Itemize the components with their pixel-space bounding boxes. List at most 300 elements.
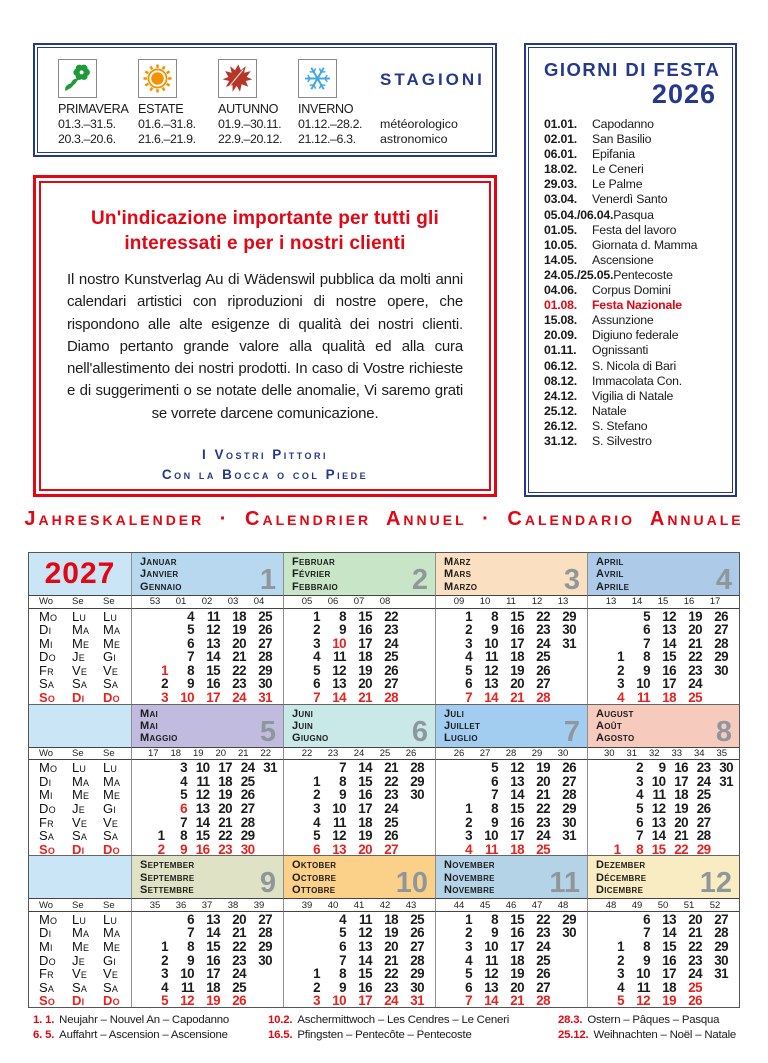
date-cell: 11 [359,911,372,927]
date-cell: 28 [410,760,424,776]
date-cell: 12 [332,662,346,678]
weekday-cell [29,912,131,926]
week-numbers-cell [131,595,283,609]
date-cell: 24 [536,635,550,651]
date-cell: 28 [410,952,424,968]
season-date-meteorological: 01.9.–30.11. [218,117,282,131]
date-cell: 2 [313,787,320,803]
month-dates-cell [435,690,587,704]
holiday-date: 06.01. [544,147,577,162]
date-cell: 27 [536,979,550,995]
weekday-cell [29,622,131,636]
month-dates-cell [587,622,739,636]
holiday-date: 20.09. [544,328,577,343]
footnote-text: Weihnachten – Noël – Natale [593,1029,737,1041]
holiday-date: 31.12. [544,433,577,448]
weekday-label: Ve [72,662,88,678]
date-cell: 17 [510,939,524,954]
weekday-label: Ve [72,966,88,982]
date-cell: 14 [206,649,220,665]
date-cell: 21 [688,635,702,651]
month-dates-cell [587,774,739,788]
weekday-label: Lu [72,911,87,927]
weekday-label: Mi [39,787,53,803]
weekday-label: Ve [103,662,119,678]
date-cell: 4 [465,841,472,857]
date-cell: 7 [636,828,643,844]
date-cell: 12 [332,828,346,844]
date-cell: 20 [688,622,702,638]
weekday-label: So [39,841,56,857]
holidays-title: GIORNI DI FESTA [544,59,721,80]
weekday-cell [29,787,131,801]
date-cell: 17 [662,966,676,982]
date-cell: 22 [232,939,246,954]
date-cell: 19 [384,925,398,941]
date-cell: 21 [384,760,398,776]
date-cell: 21 [232,925,246,941]
date-cell: 16 [358,979,372,995]
year-text: 2027 [44,557,116,590]
date-cell: 5 [465,966,472,982]
date-cell: 21 [510,993,524,1009]
month-name-de: Mai [140,707,159,720]
weekday-label: Je [72,800,85,816]
date-cell: 3 [180,760,187,776]
date-cell: 15 [510,911,524,927]
weekday-cell [29,939,131,953]
holiday-date: 03.04. [544,192,577,207]
date-cell: 29 [562,608,576,624]
date-cell: 7 [187,925,194,941]
date-cell: 27 [714,911,728,927]
date-cell: 4 [617,690,624,706]
month-dates-cell [587,842,739,856]
week-number: 07 [353,596,365,608]
weekday-label: Ve [103,966,119,982]
week-number: 41 [353,899,365,911]
weekday-cell [29,828,131,842]
weekday-label: Sa [39,979,55,995]
date-cell: 31 [263,760,277,776]
month-dates-cell [587,690,739,704]
date-cell: 30 [714,662,728,678]
month-dates-cell [283,690,435,704]
month-name-de: September [140,859,195,872]
weekday-label: Di [39,622,52,638]
date-cell: 10 [636,966,650,982]
date-cell: 8 [643,649,650,665]
date-cell: 5 [313,828,320,844]
weekday-label: Me [72,939,90,954]
month-number: 10 [395,867,428,899]
date-cell: 13 [510,773,524,789]
month-number: 1 [259,564,276,595]
date-cell: 14 [195,814,210,830]
month-name-it: Giugno [292,732,329,745]
holiday-item [544,117,724,132]
date-cell: 17 [510,828,524,844]
date-cell: 17 [662,676,676,692]
month-dates-cell [131,993,283,1007]
month-name-de: Dezember [596,859,646,872]
month-dates-cell [435,980,587,994]
date-cell: 7 [339,760,346,776]
date-cell: 13 [484,676,498,692]
month-number: 8 [715,715,732,747]
month-name-it: Ottobre [292,883,336,896]
holiday-name: Le Palme [592,177,643,192]
letter-signature [41,445,489,485]
month-dates-cell [587,953,739,967]
date-cell: 13 [332,676,346,692]
week-numbers-cell [587,595,739,609]
holiday-name: S. Silvestro [592,433,652,448]
date-cell: 3 [617,676,624,692]
date-cell: 28 [562,787,576,803]
date-cell: 6 [313,841,320,857]
date-cell: 7 [465,993,472,1009]
date-cell: 26 [384,828,398,844]
date-cell: 19 [510,662,524,678]
month-dates-cell [131,966,283,980]
date-cell: 31 [714,966,728,982]
month-dates-cell [435,842,587,856]
date-cell: 12 [195,787,210,803]
footnote-text: Pfingsten – Pentecôte – Pentecoste [297,1029,472,1041]
date-cell: 10 [332,635,346,651]
date-cell: 13 [662,622,676,638]
legend-meteorological: météorologico [380,117,458,131]
letter-signature-line1: I Vostri Pittori [201,447,329,463]
date-cell: 12 [662,608,676,624]
date-cell: 3 [161,966,168,982]
holiday-item [544,328,724,343]
date-cell: 19 [536,760,550,776]
season-date-astronomical: 20.3.–20.6. [58,131,116,146]
date-cell: 2 [465,925,472,941]
month-dates-cell [131,690,283,704]
holiday-date: 01.08. [544,298,577,313]
date-cell: 29 [410,966,424,982]
date-cell: 20 [510,676,524,692]
date-cell: 11 [181,979,194,995]
date-cell: 20 [536,773,550,789]
date-cell: 17 [358,993,372,1009]
weekday-label: Ma [103,622,121,638]
month-dates-cell [283,953,435,967]
week-number: 21 [237,747,249,759]
date-cell: 8 [180,828,187,844]
seasons-title: STAGIONI [380,70,485,89]
date-cell: 22 [384,608,398,624]
month-dates-cell [587,760,739,774]
month-name-fr: Janvier [140,568,179,581]
date-cell: 23 [232,676,246,692]
date-cell: 26 [410,925,424,941]
weekday-cell [29,676,131,690]
month-number: 2 [411,564,428,595]
date-cell: 1 [465,800,472,816]
weekday-label: Ma [72,925,90,941]
date-cell: 23 [536,622,550,638]
month-dates-cell [587,966,739,980]
week-header-label: Se [72,596,84,608]
date-cell: 1 [161,662,168,678]
week-number: 26 [405,747,417,759]
date-cell: 1 [465,911,472,927]
date-cell: 19 [510,966,524,982]
month-header [283,553,435,595]
week-number: 35 [149,899,161,911]
season-date-meteorological: 01.6.–31.8. [138,117,196,131]
week-numbers-cell [283,747,435,761]
month-dates-cell [283,774,435,788]
week-number: 17 [709,596,721,608]
date-cell: 24 [536,939,550,954]
month-names [140,556,277,593]
date-cell: 30 [258,952,272,968]
holiday-item [544,208,724,223]
weekday-cell [29,663,131,677]
date-cell: 12 [206,622,220,638]
week-numbers-cell [435,747,587,761]
date-cell: 10 [180,966,194,982]
date-cell: 11 [485,952,498,968]
weekday-label: Me [103,635,121,651]
week-number: 33 [671,747,683,759]
week-number: 47 [531,899,543,911]
date-cell: 5 [617,993,624,1009]
week-number: 01 [175,596,187,608]
date-cell: 14 [332,690,346,706]
weekday-label: Ve [103,814,119,830]
month-header [587,553,739,595]
weekday-label: Mo [39,760,58,776]
month-dates-cell [131,925,283,939]
weekday-label: Fr [39,814,54,830]
date-cell: 25 [384,814,398,830]
date-cell: 29 [562,800,576,816]
month-dates-cell [131,912,283,926]
month-dates-cell [131,609,283,623]
weekday-label: Sa [39,676,55,692]
week-number: 51 [683,899,695,911]
date-cell: 27 [410,939,424,954]
date-cell: 6 [180,800,187,816]
date-cell: 24 [384,800,398,816]
date-cell: 20 [232,635,246,651]
holiday-name: Immacolata Con. [592,373,682,388]
holiday-date: 10.05. [544,237,577,252]
month-names [444,708,581,745]
letter-title [41,206,489,256]
date-cell: 5 [180,787,187,803]
holiday-name: Assunzione [592,313,654,328]
holiday-name: Venerdì Santo [592,192,668,207]
date-cell: 7 [643,635,650,651]
month-names [140,859,277,899]
month-name-it: Febbraio [292,580,339,593]
date-cell: 12 [484,966,498,982]
week-numbers-cell [435,595,587,609]
month-dates-cell [435,993,587,1007]
week-numbers-cell [435,898,587,912]
date-cell: 1 [313,966,320,982]
date-cell: 2 [636,760,643,776]
date-cell: 14 [651,828,666,844]
week-number: 27 [479,747,491,759]
date-cell: 9 [187,952,194,968]
weekday-label: Di [72,841,85,857]
date-cell: 19 [662,993,676,1009]
letter-box [33,175,497,497]
weekday-label: Do [39,800,56,816]
date-cell: 25 [688,979,702,995]
date-cell: 27 [258,911,272,927]
date-cell: 21 [218,814,232,830]
date-cell: 19 [688,608,702,624]
weekday-cell [29,801,131,815]
date-cell: 22 [688,939,702,954]
holiday-item [544,177,724,192]
date-cell: 28 [384,690,398,706]
date-cell: 16 [206,952,220,968]
holiday-date: 29.03. [544,177,577,192]
seasons-box [33,43,497,157]
holiday-name: Natale [592,403,627,418]
month-names [140,708,277,745]
month-name-it: Agosto [596,732,635,745]
holiday-item [544,404,724,419]
date-cell: 7 [643,925,650,941]
weekday-label: Di [39,773,52,789]
date-cell: 14 [358,760,372,776]
date-cell: 13 [651,814,666,830]
date-cell: 11 [485,841,498,857]
date-cell: 25 [384,649,398,665]
holiday-date: 05.04./06.04. [544,207,614,222]
weekday-label: Do [103,690,120,706]
weekday-label: Di [72,993,85,1009]
date-cell: 27 [536,676,550,692]
month-dates-cell [283,636,435,650]
date-cell: 10 [180,690,194,706]
week-header-label: Se [103,596,115,608]
date-cell: 3 [161,690,168,706]
seasons-columns [58,59,485,146]
date-cell: 4 [617,979,624,995]
date-cell: 15 [206,662,220,678]
date-cell: 15 [510,800,524,816]
weekday-label: Di [39,925,52,941]
date-cell: 26 [696,800,711,816]
holiday-date: 01.01. [544,117,577,131]
date-cell: 3 [636,773,643,789]
date-cell: 21 [674,828,688,844]
month-dates-cell [283,925,435,939]
footnote-item [268,1028,558,1043]
month-dates-cell [283,966,435,980]
month-dates-cell [435,815,587,829]
date-cell: 30 [240,841,255,857]
holiday-item [544,343,724,358]
date-cell: 19 [232,622,246,638]
date-cell: 8 [339,773,346,789]
holiday-name: Capodanno [592,117,654,131]
holiday-item [544,434,724,449]
date-cell: 22 [536,800,550,816]
date-cell: 6 [465,676,472,692]
date-cell: 7 [313,690,320,706]
date-cell: 14 [510,787,524,803]
date-cell: 2 [617,662,624,678]
month-dates-cell [283,787,435,801]
month-names [596,708,733,745]
date-cell: 31 [562,828,576,844]
month-header [435,856,587,898]
date-cell: 16 [358,787,372,803]
month-dates-cell [131,842,283,856]
holiday-date: 01.05. [544,222,577,237]
weekday-label: Ve [72,814,88,830]
letter-title-line1: Un'indicazione importante per tutti gli [91,208,439,229]
date-cell: 31 [562,635,576,651]
date-cell: 4 [161,979,168,995]
footnote-text: Neujahr – Nouvel An – Capodanno [59,1014,230,1026]
holiday-date: 15.08. [544,313,577,328]
month-dates-cell [283,663,435,677]
date-cell: 15 [358,608,372,624]
date-cell: 18 [206,979,220,995]
week-number: 15 [657,596,669,608]
date-cell: 11 [637,979,650,995]
weekday-cell [29,609,131,623]
month-names [596,556,733,593]
month-dates-cell [435,828,587,842]
footnote-date: 28.3. [558,1014,583,1026]
date-cell: 3 [313,993,320,1009]
season-column [138,59,218,146]
week-number: 39 [301,899,313,911]
month-name-it: Aprile [596,580,630,593]
date-cell: 8 [491,911,498,927]
week-number: 24 [353,747,365,759]
date-cell: 9 [491,925,498,941]
date-cell: 1 [313,773,320,789]
week-number: 53 [149,596,161,608]
date-cell: 15 [662,649,676,665]
date-cell: 3 [465,939,472,954]
date-cell: 26 [562,760,576,776]
date-cell: 22 [384,773,398,789]
holiday-name: Vigilia di Natale [592,388,674,403]
date-cell: 13 [206,911,220,927]
weekday-label: Je [72,649,85,665]
holiday-item [544,374,724,389]
month-name-fr: Novembre [444,871,495,884]
date-cell: 4 [465,649,472,665]
weekday-label: Lu [103,911,118,927]
week-number: 38 [227,899,239,911]
weekday-label: Do [103,841,120,857]
date-cell: 4 [313,649,320,665]
date-cell: 4 [313,814,320,830]
date-cell: 11 [485,649,498,665]
month-name-fr: Juin [292,719,314,732]
holiday-name: S. Nicola di Bari [592,358,677,373]
date-cell: 14 [206,925,220,941]
